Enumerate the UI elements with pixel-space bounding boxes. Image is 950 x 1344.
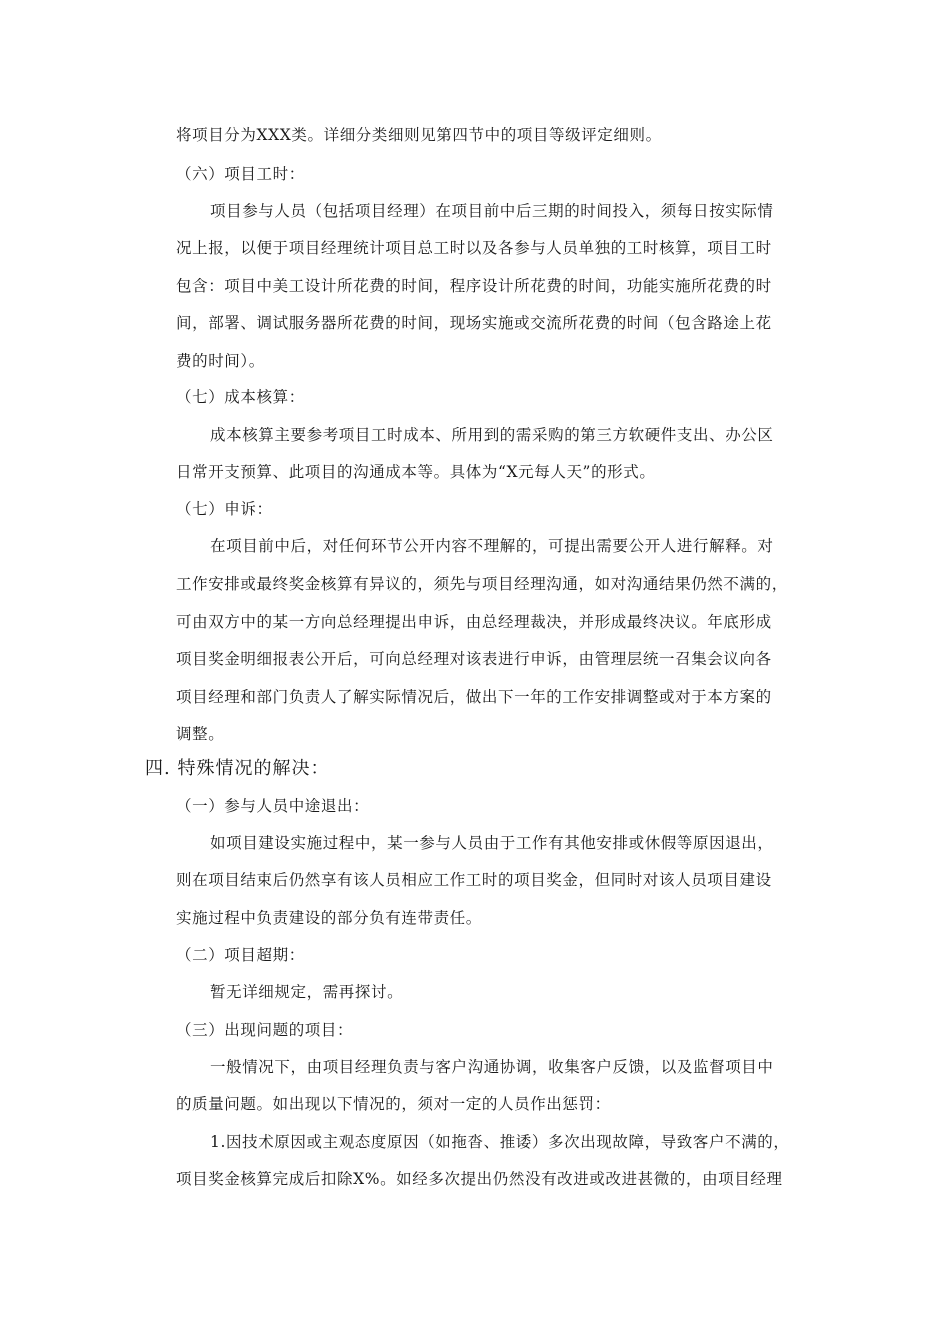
cost-accounting-paragraph: 日常开支预算、此项目的沟通成本等。具体为“X元每人天”的形式。 bbox=[176, 463, 656, 481]
appeal-paragraph-first-line: 在项目前中后，对任何环节公开内容不理解的，可提出需要公开人进行解释。对 bbox=[210, 537, 774, 555]
list-item-1-first-line: 1.因技术原因或主观态度原因（如拖沓、推诿）多次出现故障，导致客户不满的， bbox=[210, 1133, 790, 1151]
midway-exit-paragraph-first-line: 如项目建设实施过程中，某一参与人员由于工作有其他安排或休假等原因退出， bbox=[210, 834, 774, 852]
subheading-appeal: （七）申诉： bbox=[176, 500, 273, 518]
cost-accounting-paragraph-first-line: 成本核算主要参考项目工时成本、所用到的需采购的第三方软硬件支出、办公区 bbox=[210, 426, 774, 444]
section-heading-special-cases: 四. 特殊情况的解决： bbox=[145, 758, 330, 779]
subheading-problem-projects: （三）出现问题的项目： bbox=[176, 1021, 354, 1039]
subheading-cost-accounting: （七）成本核算： bbox=[176, 388, 305, 406]
work-hours-paragraph-first-line: 项目参与人员（包括项目经理）在项目前中后三期的时间投入，须每日按实际情 bbox=[210, 202, 774, 220]
subheading-work-hours: （六）项目工时： bbox=[176, 165, 305, 183]
problem-projects-paragraph: 的质量问题。如出现以下情况的，须对一定的人员作出惩罚： bbox=[176, 1095, 611, 1113]
list-item-1-continuation: 项目奖金核算完成后扣除X%。如经多次提出仍然没有改进或改进甚微的，由项目经理 bbox=[176, 1170, 783, 1188]
appeal-paragraph: 工作安排或最终奖金核算有异议的，须先与项目经理沟通，如对沟通结果仍然不满的， 可由双方中的某一方向总经理提出申诉，由总经理裁决，并形成最终决议。年底形成 项目奖金明细报表公开后，可向总经理对该表进行申诉，由管理层统一召集会议向各 项目经理和部门负责人了解实际情况后，做出下一年的工作安排调整或对于本方案的 调整。 bbox=[176, 575, 788, 743]
problem-projects-paragraph-first-line: 一般情况下，由项目经理负责与客户沟通协调，收集客户反馈，以及监督项目中 bbox=[210, 1058, 774, 1076]
overdue-paragraph: 暂无详细规定，需再探讨。 bbox=[210, 983, 404, 1001]
subheading-midway-exit: （一）参与人员中途退出： bbox=[176, 797, 370, 815]
midway-exit-paragraph: 则在项目结束后仍然享有该人员相应工作工时的项目奖金，但同时对该人员项目建设 实施过程中负责建设的部分负有连带责任。 bbox=[176, 871, 772, 927]
intro-paragraph: 将项目分为XXX类。详细分类细则见第四节中的项目等级评定细则。 bbox=[176, 126, 662, 144]
work-hours-paragraph: 况上报，以便于项目经理统计项目总工时以及各参与人员单独的工时核算，项目工时 包含：项目中美工设计所花费的时间，程序设计所花费的时间，功能实施所花费的时 间，部署、调试服务器所花费的时间，现场实施或交流所花费的时间（包含路途上花 费的时间）。 bbox=[176, 239, 772, 370]
subheading-overdue: （二）项目超期： bbox=[176, 946, 305, 964]
